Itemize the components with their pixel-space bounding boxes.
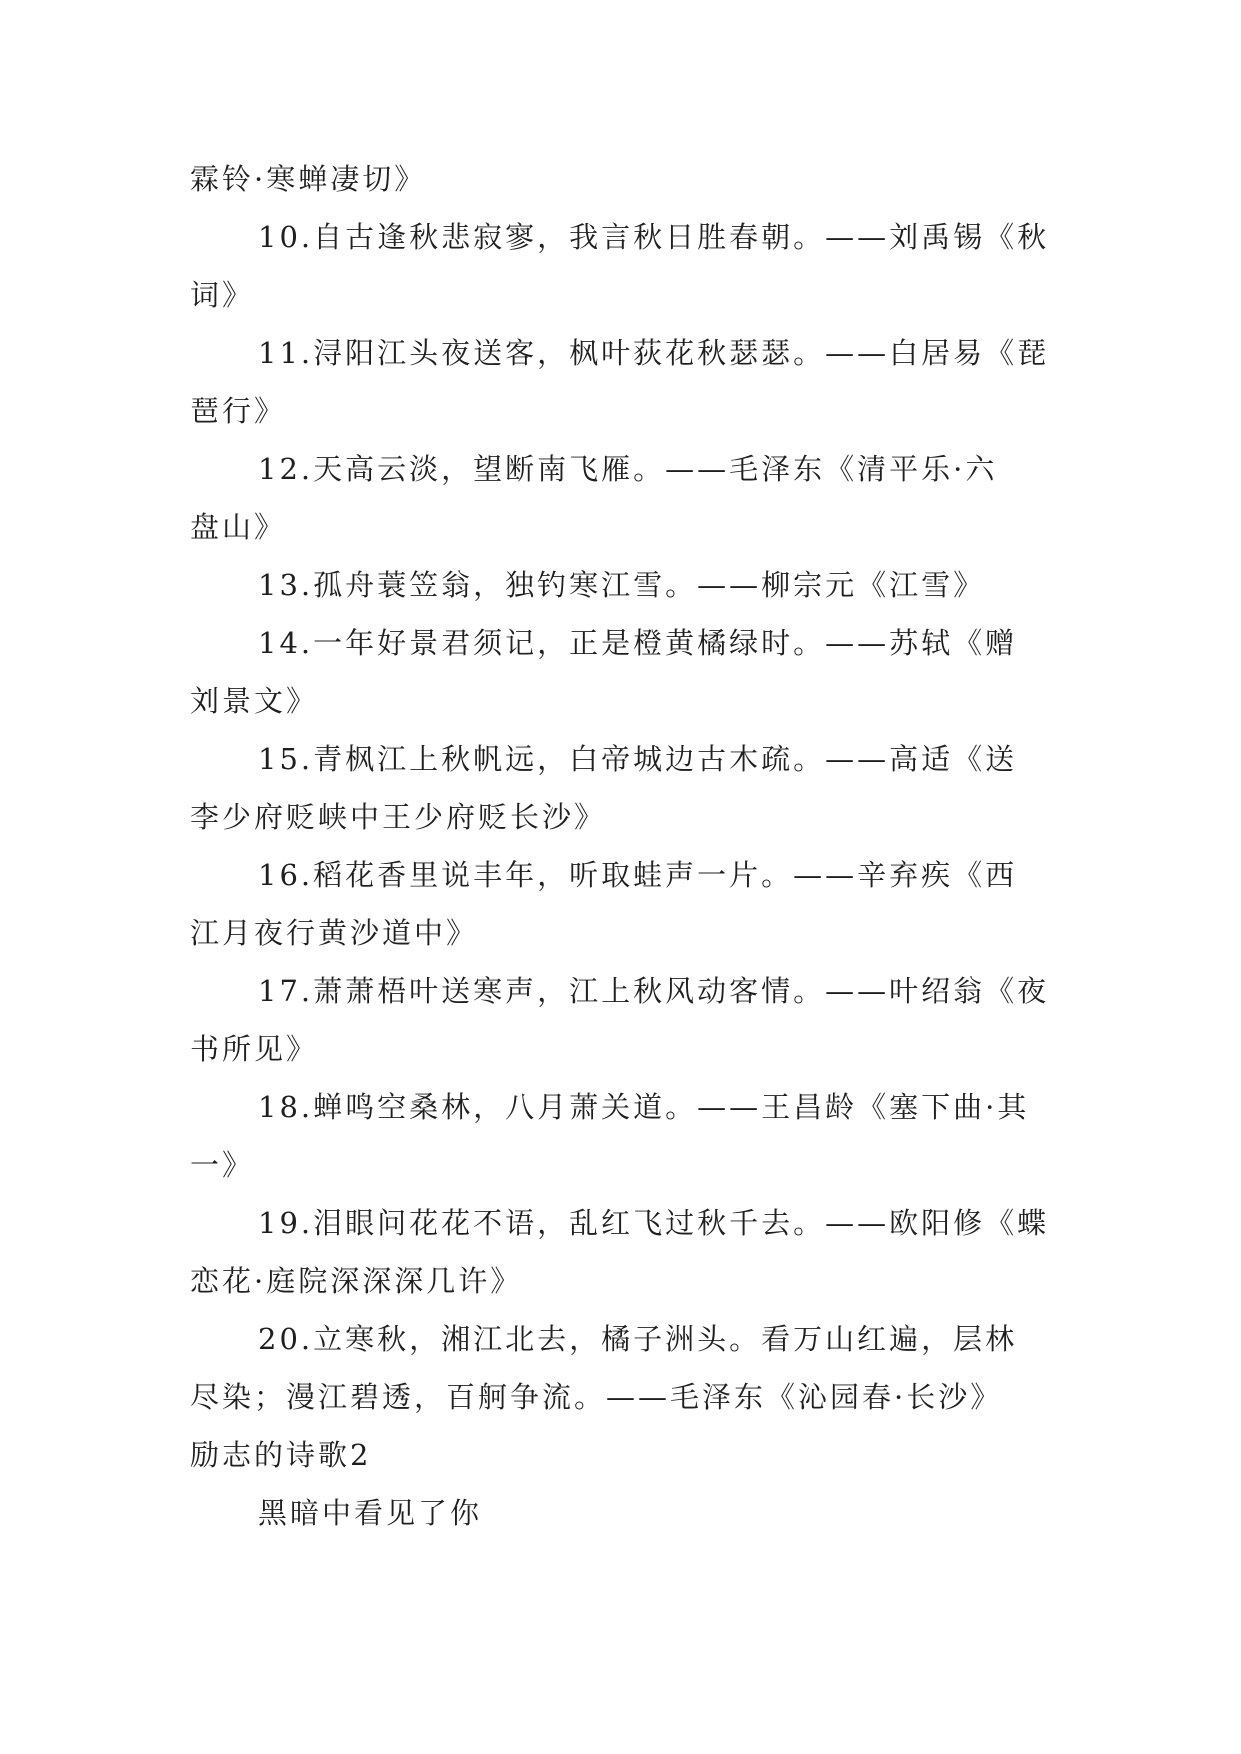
text-line: 琶行》 (190, 394, 287, 428)
text-line: 霖铃·寒蝉凄切》 (190, 162, 427, 196)
text-line: 江月夜行黄沙道中》 (190, 916, 479, 950)
text-line: 13.孤舟蓑笠翁，独钓寒江雪。——柳宗元《江雪》 (258, 568, 986, 602)
text-line: 12.天高云淡，望断南飞雁。——毛泽东《清平乐·六 (258, 452, 998, 486)
text-line: 李少府贬峡中王少府贬长沙》 (190, 800, 607, 834)
text-line: 书所见》 (190, 1032, 319, 1066)
text-line: 18.蝉鸣空桑林，八月萧关道。——王昌龄《塞下曲·其 (258, 1090, 1030, 1124)
text-line: 词》 (190, 278, 255, 312)
text-line: 盘山》 (190, 510, 287, 544)
section-heading: 励志的诗歌2 (190, 1438, 372, 1472)
text-line: 一》 (190, 1148, 255, 1182)
text-line: 黑暗中看见了你 (258, 1496, 483, 1530)
text-line: 16.稻花香里说丰年，听取蛙声一片。——辛弃疾《西 (258, 858, 1018, 892)
text-line: 19.泪眼问花花不语，乱红飞过秋千去。——欧阳修《蝶 (258, 1206, 1050, 1240)
text-line: 刘景文》 (190, 684, 319, 718)
text-line: 10.自古逢秋悲寂寥，我言秋日胜春朝。——刘禹锡《秋 (258, 220, 1050, 254)
document-body (190, 150, 1070, 1542)
text-line: 14.一年好景君须记，正是橙黄橘绿时。——苏轼《赠 (258, 626, 1018, 660)
text-line: 11.浔阳江头夜送客，枫叶荻花秋瑟瑟。——白居易《琵 (258, 336, 1050, 370)
text-line: 17.萧萧梧叶送寒声，江上秋风动客情。——叶绍翁《夜 (258, 974, 1050, 1008)
text-line: 20.立寒秋，湘江北去，橘子洲头。看万山红遍，层林 (258, 1322, 1018, 1356)
text-line: 15.青枫江上秋帆远，白帝城边古木疏。——高适《送 (258, 742, 1018, 776)
text-line: 恋花·庭院深深深几许》 (190, 1264, 523, 1298)
text-line: 尽染；漫江碧透，百舸争流。——毛泽东《沁园春·长沙》 (190, 1380, 1003, 1414)
